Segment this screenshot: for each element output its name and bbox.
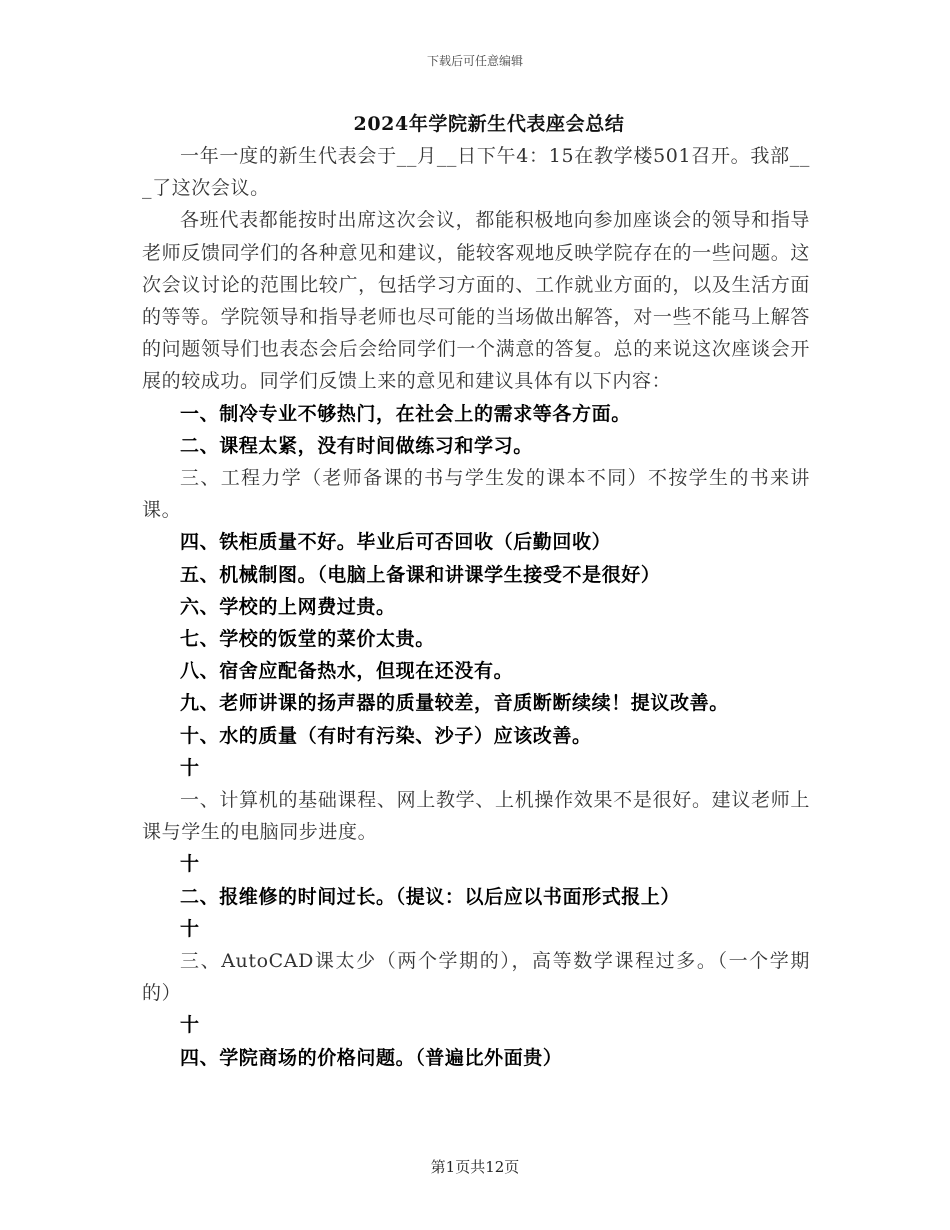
- paragraph: 七、学校的饭堂的菜价太贵。: [180, 628, 435, 651]
- document-body: [142, 108, 810, 1074]
- paragraph: 十、水的质量（有时有污染、沙子）应该改善。: [180, 724, 592, 747]
- paragraph: 十: [180, 853, 200, 876]
- paragraph: 各班代表都能按时出席这次会议，都能积极地向参加座谈会的领导和指导老师反馈同学们的各种意见和建议，能较客观地反映学院存在的一些问题。这次会议讨论的范围比较广，包括学习方面的、工作就业方面的，以及生活方面的等等。学院领导和指导老师也尽可能的当场做出解答，对一些不能马上解答的问题领导们也表态会后会给同学们一个满意的答复。总的来说这次座谈会开展的较成功。同学们反馈上来的意见和建议具体有以下内容：: [142, 209, 810, 393]
- paragraph: 一、计算机的基础课程、网上教学、上机操作效果不是很好。建议老师上课与学生的电脑同步进度。: [142, 789, 810, 844]
- paragraph: 十: [180, 756, 200, 779]
- paragraph: 十: [180, 1014, 200, 1037]
- paragraph: 五、机械制图。（电脑上备课和讲课学生接受不是很好）: [180, 563, 661, 586]
- paragraph: 四、铁柜质量不好。毕业后可否回收（后勤回收）: [180, 531, 612, 554]
- paragraph: 九、老师讲课的扬声器的质量较差，音质断断续续！提议改善。: [180, 692, 729, 715]
- page-footer: 第1页共12页: [430, 1158, 520, 1176]
- paragraph: 三、AutoCAD课太少（两个学期的），高等数学课程过多。（一个学期的）: [142, 950, 810, 1005]
- paragraph: 二、课程太紧，没有时间做练习和学习。: [180, 434, 533, 457]
- paragraph: 十: [180, 917, 200, 940]
- paragraph: 八、宿舍应配备热水，但现在还没有。: [180, 660, 514, 683]
- page-header: 下载后可任意编辑: [426, 54, 523, 68]
- paragraph: 二、报维修的时间过长。（提议：以后应以书面形式报上）: [180, 885, 681, 908]
- paragraph: 一年一度的新生代表会于__月__日下午4：15在教学楼501召开。我部___了这次会议。: [142, 145, 810, 200]
- paragraph: 六、学校的上网费过贵。: [180, 595, 396, 618]
- paragraph: 一、制冷专业不够热门，在社会上的需求等各方面。: [180, 402, 631, 425]
- paragraph-list: [142, 140, 810, 1074]
- paragraph: 四、学院商场的价格问题。（普遍比外面贵）: [180, 1046, 563, 1069]
- paragraph: 三、工程力学（老师备课的书与学生发的课本不同）不按学生的书来讲课。: [142, 467, 810, 522]
- document-title: 2024年学院新生代表座会总结: [353, 113, 625, 135]
